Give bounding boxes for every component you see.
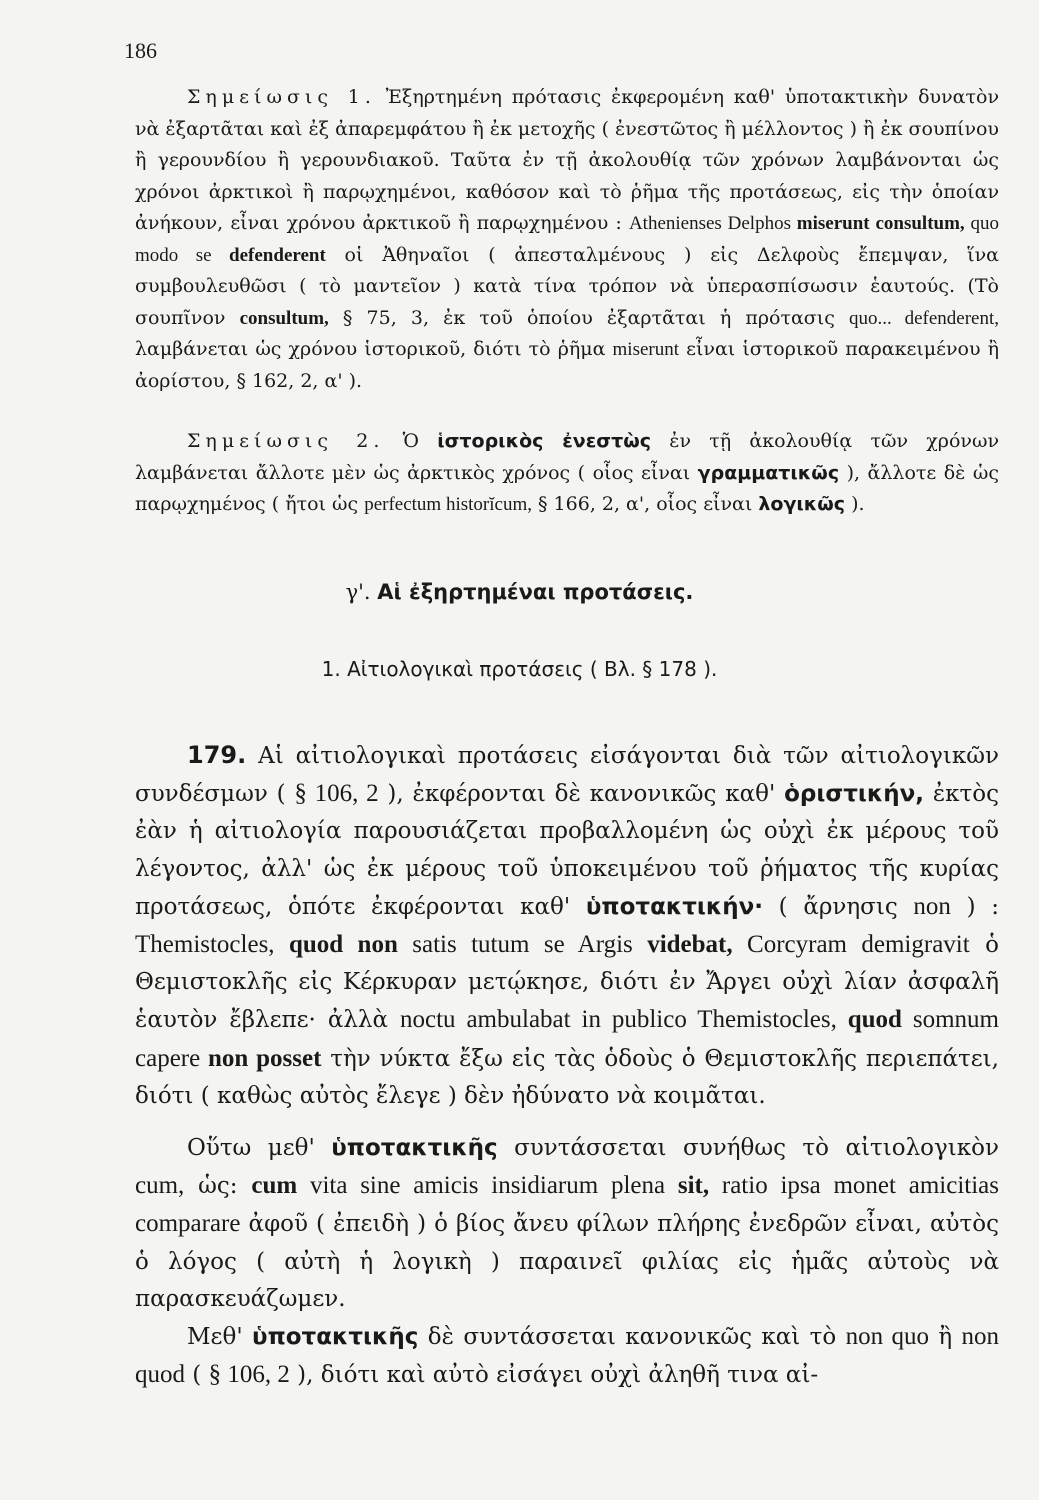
paragraph-179: 179. Αἱ αἰτιολογικαὶ προτάσεις εἰσάγονται διὰ τῶν αἰτιολογικῶν συνδέσμων ( § 106, 2 ), ἐκφέρονται δὲ κανονικῶς καθ' ὁριστικήν, ἐκτὸς ἐὰν ἡ αἰτιολογία παρουσιάζεται προβαλλομένη ὡς οὐχὶ ἐκ μέρους τοῦ λέγοντος, ἀλλ' ὡς ἐκ μέρους τοῦ ὑποκειμένου τοῦ ῥήματος τῆς κυρίας προτάσεως, ὁπότε ἐκφέρονται καθ' ὑποτακτικήν· ( ἄρνησις non ) : Themistocles, quod non satis tutum se Argis videbat, Corcyram demigravit ὁ Θεμιστοκλῆς εἰς Κέρκυραν μετῴκησε, διότι ἐν Ἄργει οὐχὶ λίαν ἀσφαλῆ ἑαυτὸν ἔβλεπε· ἀλλὰ noctu ambulabat in publico Themistocles, quod somnum capere non posset τὴν νύκτα ἔξω εἰς τὰς ὁδοὺς ὁ Θεμιστοκλῆς περιεπάτει, διότι ( καθὼς αὐτὸς ἔλεγε ) δὲν ἠδύνατο νὰ κοιμᾶται.	[135, 741, 999, 1109]
note-2-label: Σημείωσις 2.	[187, 430, 385, 452]
page-number: 186	[124, 38, 157, 63]
note-1: Σημείωσις 1. Ἐξηρτημένη πρότασις ἐκφερομένη καθ' ὑποτακτικὴν δυνατὸν νὰ ἐξαρτᾶται καὶ ἐξ ἀπαρεμφάτου ἢ ἐκ μετοχῆς ( ἐνεστῶτος ἢ μέλλοντος ) ἢ ἐκ σουπίνου ἢ γερουνδίου ἢ γερουνδιακοῦ. Ταῦτα ἐν τῇ ἀκολουθίᾳ τῶν χρόνων λαμβάνονται ὡς χρόνοι ἀρκτικοὶ ἢ παρῳχημένοι, καθόσον καὶ τὸ ῥῆμα τῆς προτάσεως, εἰς τὴν ὁποίαν ἀνήκουν, εἶναι χρόνου ἀρκτικοῦ ἢ παρῳχημένου : Athenienses Delphos miserunt consultum, quo modo se defenderent οἱ Ἀθηναῖοι ( ἀπεσταλμένους ) εἰς Δελφοὺς ἔπεμψαν, ἵνα συμβουλευθῶσι ( τὸ μαντεῖον ) κατὰ τίνα τρόπον νὰ ὑπερασπίσωσιν ἑαυτούς. (Τὸ σουπῖνον consultum, § 75, 3, ἐκ τοῦ ὁποίου ἐξαρτᾶται ἡ πρότασις quo... defenderent, λαμβάνεται ὡς χρόνου ἱστορικοῦ, διότι τὸ ῥῆμα miserunt εἶναι ἱστορικοῦ παρακειμένου ἢ ἀορίστου, § 162, 2, α' ).	[135, 86, 1000, 392]
subheading: 1. Αἰτιολογικαὶ προτάσεις ( Βλ. § 178 ).	[321, 657, 718, 681]
note-1-label: Σημείωσις 1.	[187, 86, 376, 108]
paragraph-non-quo: Μεθ' ὑποτακτικῆς δὲ συντάσσεται κανονικῶς καὶ τὸ non quo ἢ non quod ( § 106, 2 ), διότι καὶ αὐτὸ εἰσάγει οὐχὶ ἀληθῆ τινα αἰ-	[135, 1323, 1000, 1389]
section-heading: γ'. Αἱ ἐξηρτημέναι προτάσεις.	[345, 580, 694, 604]
paragraph-cum: Οὕτω μεθ' ὑποτακτικῆς συντάσσεται συνήθως τὸ αἰτιολογικὸν cum, ὡς: cum vita sine amicis insidiarum plena sit, ratio ipsa monet amicitias comparare ἀφοῦ ( ἐπειδὴ ) ὁ βίος ἄνευ φίλων πλήρης ἐνεδρῶν εἶναι, αὐτὸς ὁ λόγος ( αὐτὴ ἡ λογικὴ ) παραινεῖ φιλίας εἰς ἡμᾶς αὐτοὺς νὰ παρασκευάζωμεν.	[135, 1135, 999, 1312]
section-number: 179.	[187, 741, 247, 769]
note-2: Σημείωσις 2. Ὁ ἱστορικὸς ἐνεστὼς ἐν τῇ ἀκολουθίᾳ τῶν χρόνων λαμβάνεται ἄλλοτε μὲν ὡς ἀρκτικὸς χρόνος ( οἷος εἶναι γραμματικῶς ), ἄλλοτε δὲ ὡς παρῳχημένος ( ἤτοι ὡς perfectum historĭcum, § 166, 2, α', οἷος εἶναι λογικῶς ).	[135, 430, 1000, 515]
